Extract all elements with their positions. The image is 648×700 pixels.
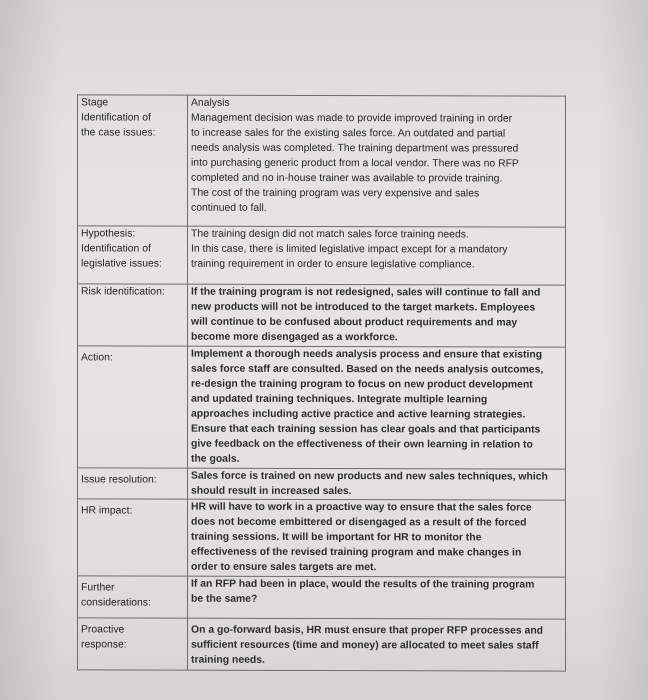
page-shadow-left	[0, 0, 60, 700]
stage-cell	[78, 95, 188, 226]
stage-label: Proactive response:	[81, 624, 127, 651]
stage-cell	[78, 499, 188, 576]
analysis-text: If the training program is not redesigned, sales will continue to fall and new products will not be introduced to the target markets. Employees will continue to be confused about product requirements and may become more disengaged as a workforce.	[191, 286, 541, 344]
stage-label: Further considerations:	[81, 582, 151, 609]
stage-cell	[78, 284, 188, 346]
analysis-text: HR will have to work in a proactive way to ensure that the sales force does not become embittered or disengaged as a result of the forced training sessions. It will be important for HR to monitor the effectiveness of the revised training program and make changes in order to ensure sales targets are met.	[191, 501, 532, 574]
stage-cell	[78, 226, 188, 284]
analysis-cell	[188, 499, 566, 577]
stage-header: Stage	[81, 97, 109, 109]
stage-label: Risk identification:	[81, 286, 165, 298]
analysis-cell	[188, 346, 566, 469]
table-row-identification	[78, 95, 566, 227]
analysis-cell	[188, 284, 566, 347]
stage-label: HR impact:	[81, 505, 133, 517]
analysis-text: If an RFP had been in place, would the results of the training program be the same?	[191, 578, 535, 605]
stage-cell	[78, 468, 188, 499]
analysis-cell	[188, 576, 566, 619]
analysis-text: Management decision was made to provide improved training in order to increase sales for the existing sales force. An outdated and partial needs analysis was completed. The training department was pressured into purchasing generic product from a local vendor. There was no RFP completed and no in-house trainer was available to provide training. The cost of the training program was very expensive and sales continued to fall.	[191, 112, 519, 214]
stage-label: Identification of the case issues:	[81, 112, 156, 139]
stage-label: Hypothesis: Identification of legislative issues:	[81, 228, 162, 270]
table-row-hr-impact	[78, 499, 566, 577]
analysis-text: On a go-forward basis, HR must ensure that proper RFP processes and sufficient resources (time and money) are allocated to meet sales staff training needs.	[191, 624, 544, 666]
stage-cell	[78, 618, 188, 670]
page-shadow-right	[598, 0, 648, 700]
stage-label: Action:	[81, 352, 113, 364]
table-row-risk	[78, 284, 566, 347]
table-row-proactive-response	[78, 618, 566, 671]
table-row-hypothesis	[78, 226, 566, 285]
analysis-text: Sales force is trained on new products and new sales techniques, which should result in increased sales.	[191, 470, 548, 498]
analysis-text: The training design did not match sales force training needs. In this case, there is limited legislative impact except for a mandatory training requirement in order to ensure legislative compliance.	[191, 228, 508, 271]
analysis-cell	[188, 226, 566, 285]
table-row-issue-resolution	[78, 468, 566, 500]
table-row-action	[78, 346, 566, 469]
analysis-text: Implement a thorough needs analysis process and ensure that existing sales force staff are consulted. Based on the needs analysis outcomes, re-design the training program to focus on new product development and updated training techniques. Integrate multiple learning approaches including active practice and active learning strategies. Ensure that each training session has clear goals and that participants give feedback on the effectiveness of their own learning in relation to the goals.	[191, 348, 544, 465]
case-analysis-table	[77, 94, 566, 671]
analysis-cell	[188, 468, 566, 500]
analysis-header: Analysis	[191, 97, 230, 109]
stage-label: Issue resolution:	[81, 474, 157, 486]
analysis-cell	[188, 95, 566, 227]
analysis-cell	[188, 618, 566, 671]
table-row-further-considerations	[78, 576, 566, 619]
stage-cell	[78, 346, 188, 468]
stage-cell	[78, 576, 188, 618]
